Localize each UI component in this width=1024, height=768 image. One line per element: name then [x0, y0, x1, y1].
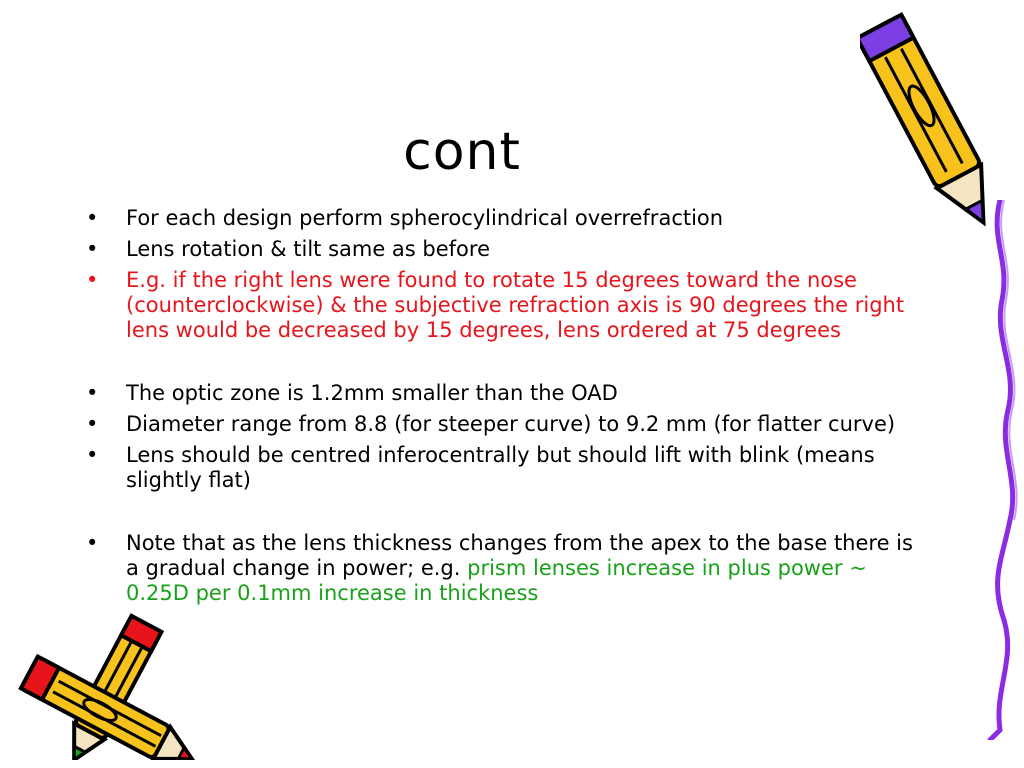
bullet-text: Diameter range from 8.8 (for steeper curve) to 9.2 mm (for flatter curve): [126, 412, 896, 436]
slide-title: cont: [403, 122, 521, 182]
bullet-text: Lens rotation & tilt same as before: [126, 237, 490, 261]
bullet-item: [86, 381, 916, 406]
pencils-bottom-left-icon: [0, 600, 210, 760]
bullet-text-highlight: prism lenses increase in plus power ~ 0.25D per 0.1mm increase in thickness: [126, 556, 867, 605]
bullet-text: E.g. if the right lens were found to rotate 15 degrees toward the nose (counterclockwise) & the subjective refraction axis is 90 degrees the right lens would be decreased by 15 degrees, lens ordered at 75 degrees: [126, 268, 905, 342]
bullet-text: Note that as the lens thickness changes from the apex to the base there is a gradual change in power; e.g.: [126, 531, 913, 580]
bullet-item: [86, 531, 916, 606]
bullet-marker: •: [86, 531, 99, 555]
bullet-marker: •: [86, 381, 99, 405]
bullet-item: [86, 206, 916, 231]
bullet-text: Lens should be centred inferocentrally but should lift with blink (means slightly flat): [126, 443, 875, 492]
bullet-item: [86, 443, 916, 493]
bullet-marker: •: [86, 237, 99, 261]
bullet-list: [86, 206, 916, 612]
bullet-item: [86, 412, 916, 437]
bullet-item: [86, 237, 916, 262]
wavy-border-icon: [960, 200, 1024, 740]
bullet-item-emphasis: [86, 268, 916, 343]
bullet-marker: •: [86, 268, 99, 292]
bullet-marker: •: [86, 443, 99, 467]
bullet-marker: •: [86, 412, 99, 436]
bullet-text: The optic zone is 1.2mm smaller than the OAD: [126, 381, 618, 405]
bullet-marker: •: [86, 206, 99, 230]
bullet-text: For each design perform spherocylindrical overrefraction: [126, 206, 724, 230]
